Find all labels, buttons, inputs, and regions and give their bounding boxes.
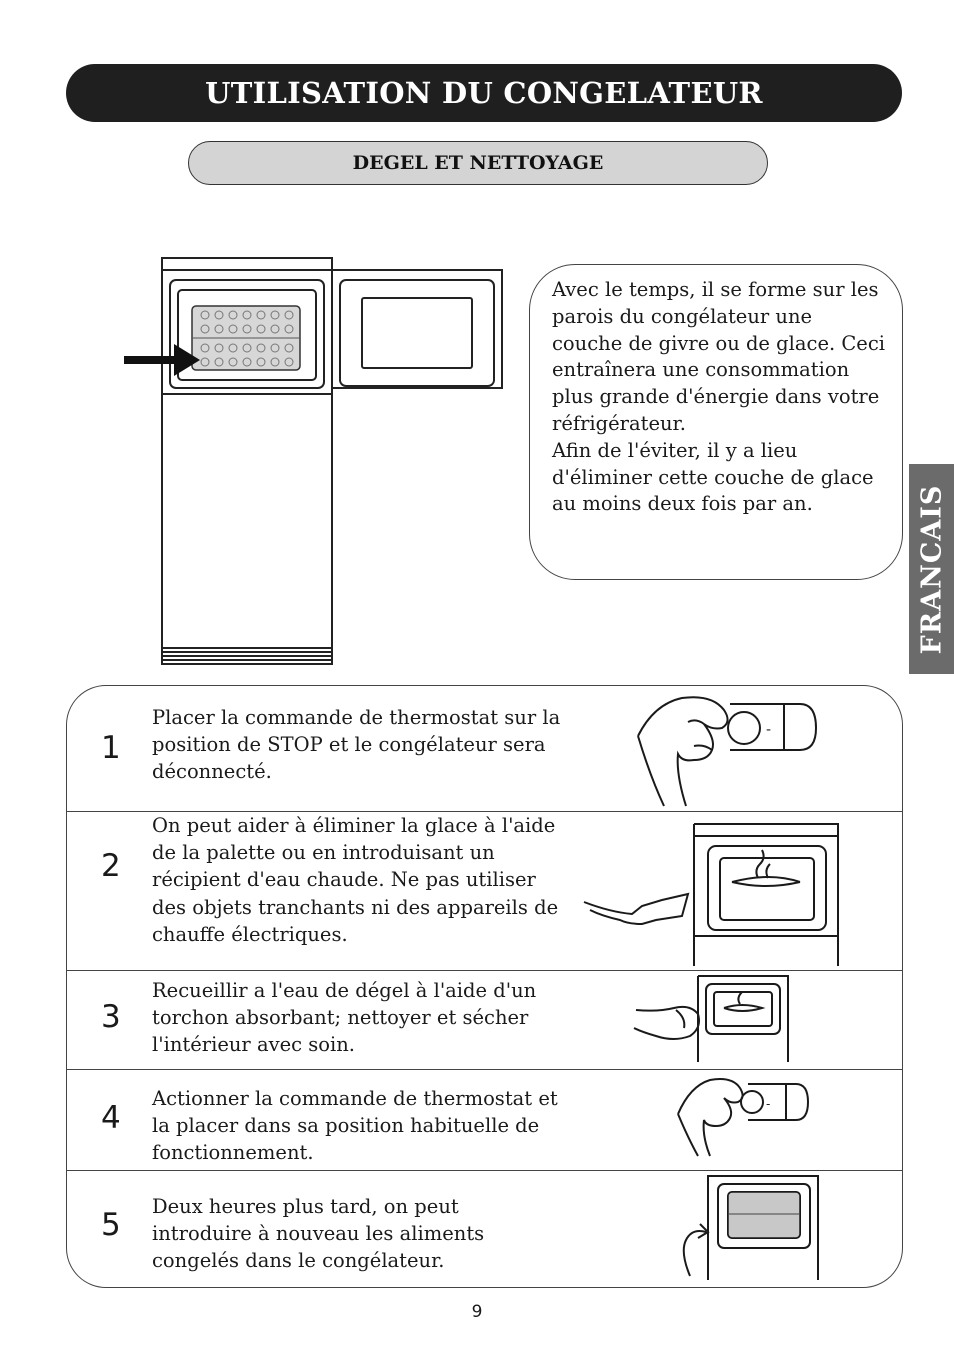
step-number: 3: [101, 999, 121, 1035]
step-text: Recueillir a l'eau de dégel à l'aide d'un torchon absorbant; nettoyer et sécher l'intérieur avec soin.: [152, 979, 537, 1057]
step-text: Actionner la commande de thermostat et la placer dans sa position habituelle de fonctionnement.: [152, 1087, 558, 1165]
thermostat-label: -: [766, 1097, 771, 1111]
step-number: 2: [101, 848, 121, 884]
step-text: On peut aider à éliminer la glace à l'aide de la palette ou en introduisant un récipient d'eau chaude. Ne pas utiliser des objets tranchants ni des appareils de chauffe électriques.: [152, 814, 559, 946]
step-number: 4: [101, 1100, 121, 1136]
step-text: Placer la commande de thermostat sur la position de STOP et le congélateur sera déconnecté.: [152, 706, 561, 784]
language-tab-label: FRANCAIS: [916, 484, 947, 654]
step-number: 1: [101, 730, 121, 766]
page-number: 9: [471, 1302, 483, 1322]
hand-returning-food-icon: [676, 1172, 822, 1282]
hand-turning-knob-icon: [620, 688, 830, 810]
step-number: 5: [101, 1207, 121, 1243]
hand-turning-knob-icon: [668, 1072, 818, 1158]
hand-scraper-icon: [580, 820, 850, 968]
language-tab: [909, 464, 954, 674]
thermostat-label: -: [766, 722, 772, 738]
hand-cloth-icon: [632, 974, 792, 1064]
section-subtitle: DEGEL ET NETTOYAGE: [352, 152, 604, 174]
intro-text-box: [529, 264, 903, 580]
page-title: UTILISATION DU CONGELATEUR: [205, 76, 763, 110]
intro-paragraph-2: Afin de l'éviter, il y a lieu d'éliminer cette couche de glace au moins deux fois par an.: [552, 438, 874, 516]
step-text: Deux heures plus tard, on peut introduire à nouveau les aliments congelés dans le congélateur.: [152, 1195, 485, 1273]
intro-paragraph: Avec le temps, il se forme sur les parois du congélateur une couche de givre ou de glace. Ceci entraînera une consommation plus grande d'énergie dans votre réfrigérateur.: [552, 278, 885, 435]
